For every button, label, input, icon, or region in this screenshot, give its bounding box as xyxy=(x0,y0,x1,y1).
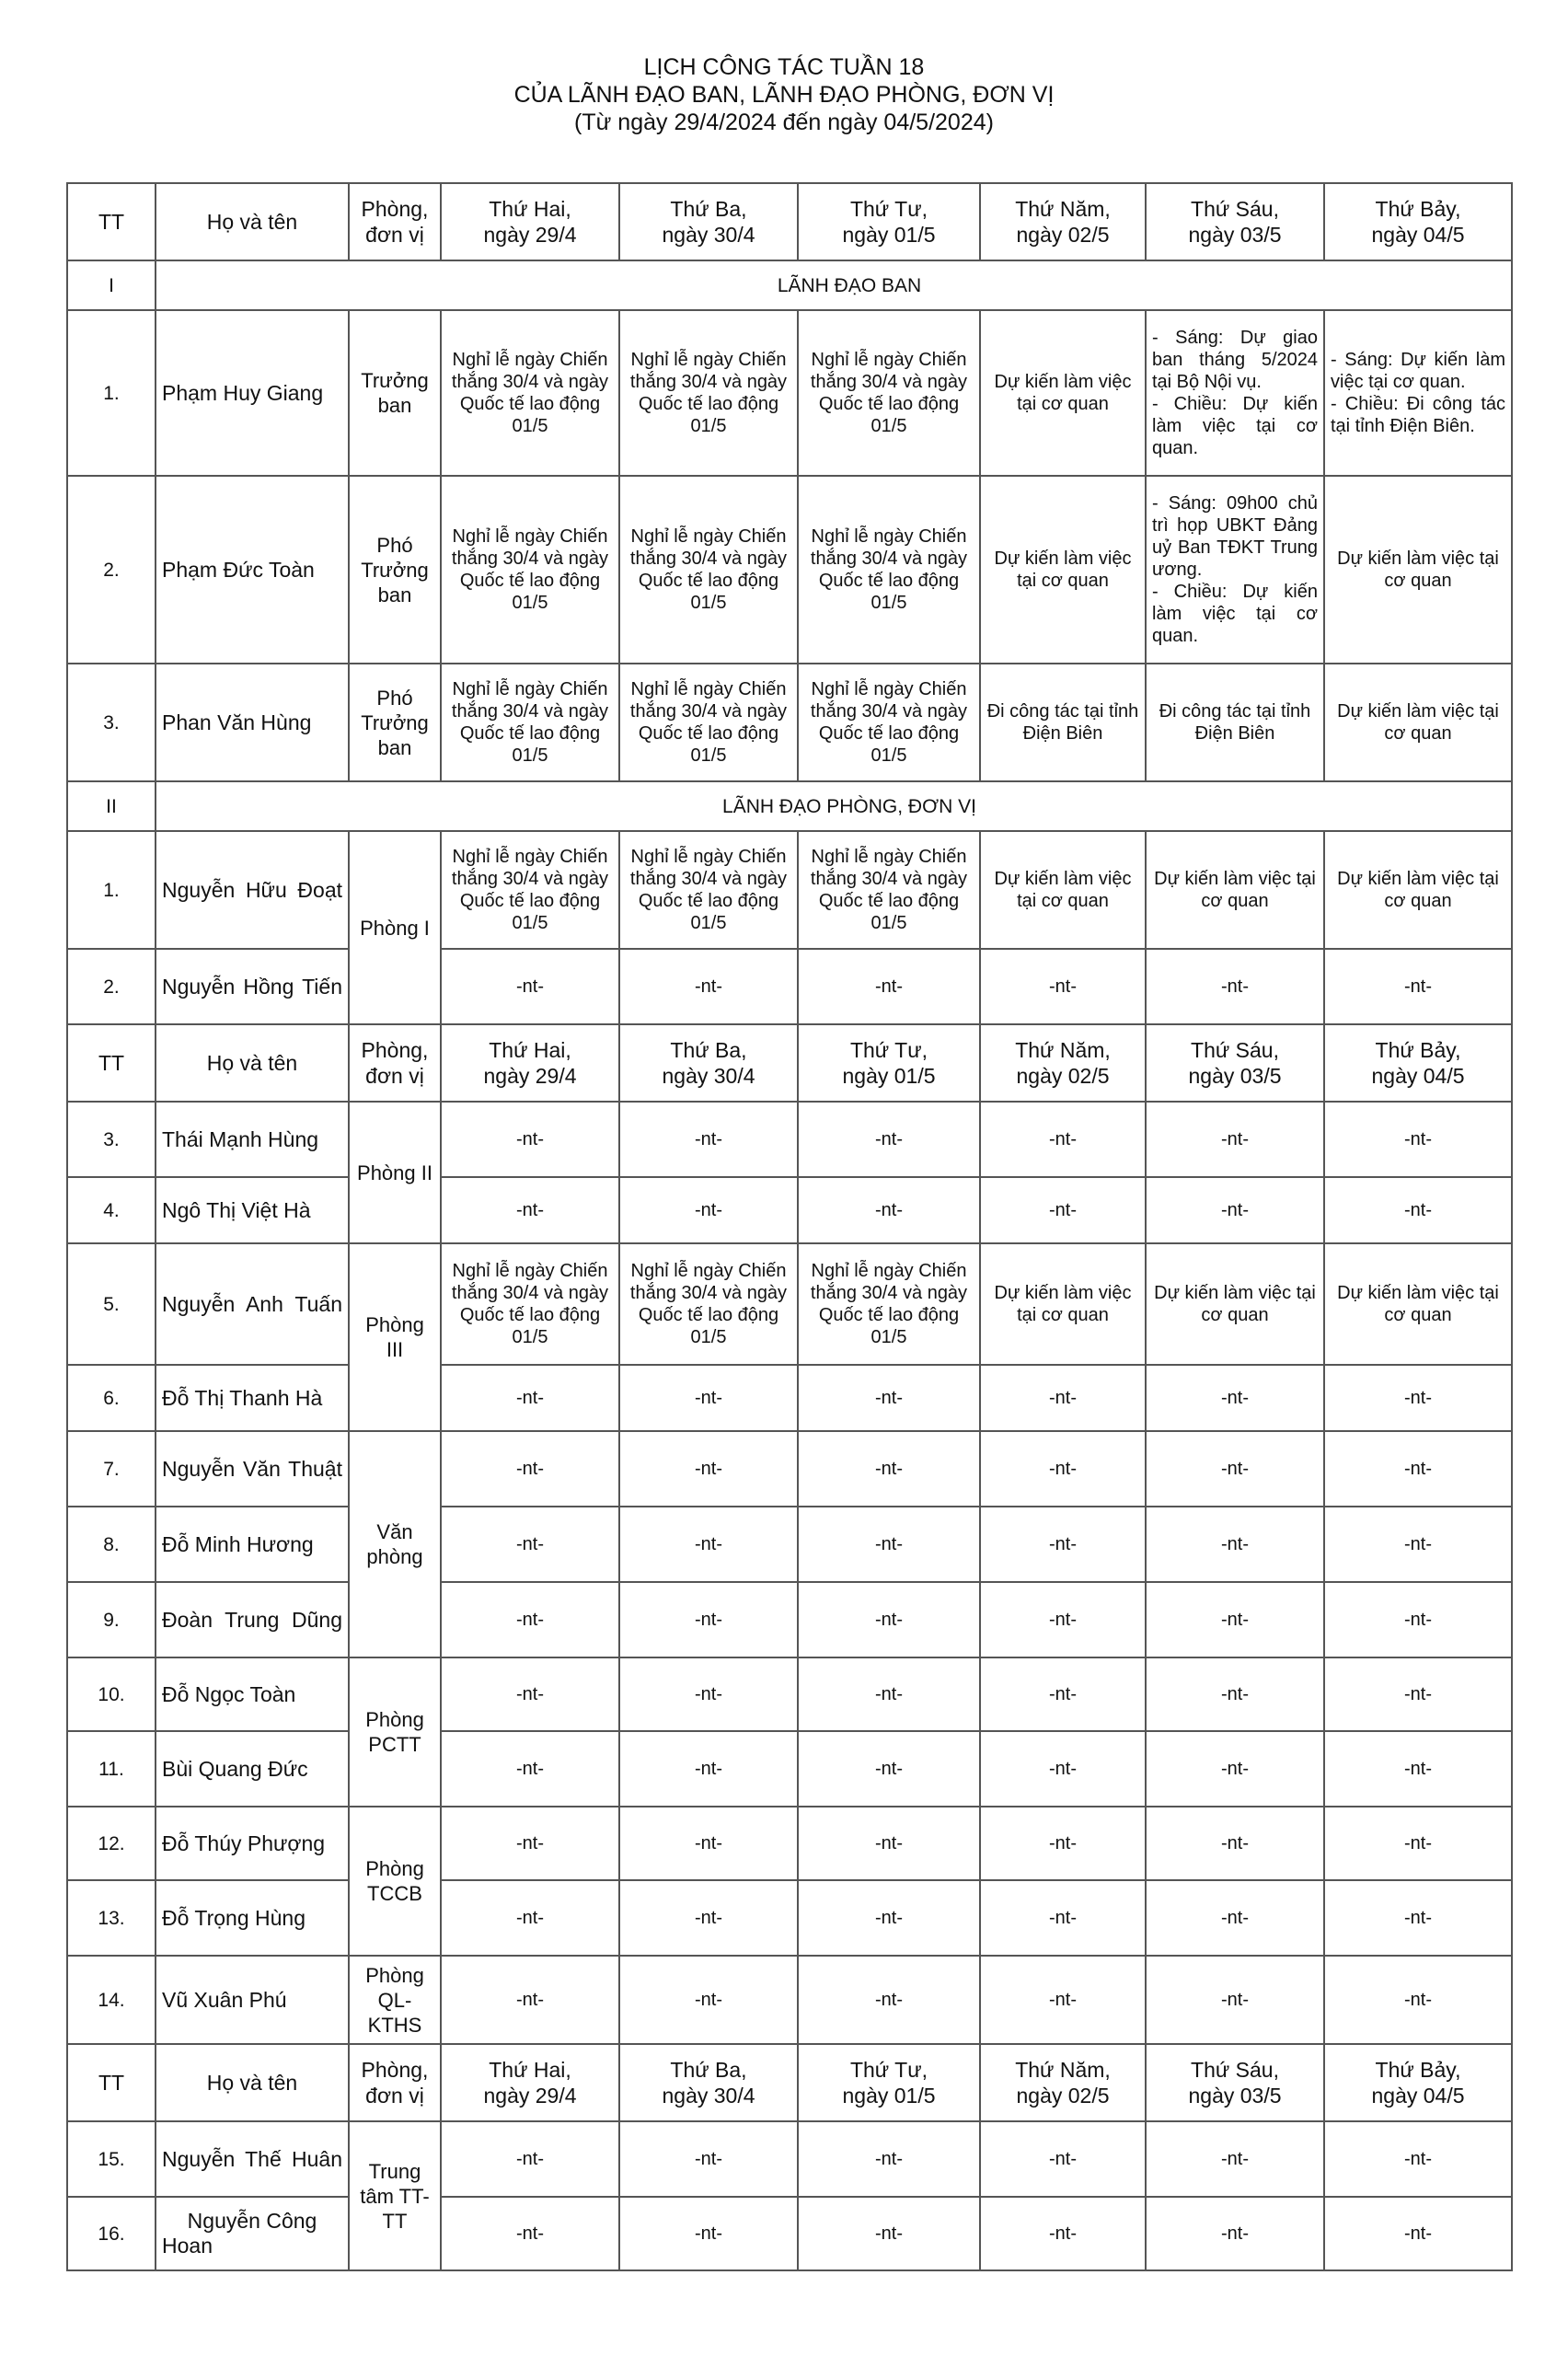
schedule-cell: - Sáng: 09h00 chủ trì họp UBKT Đảng uỷ Ban TĐKT Trung ương. - Chiều: Dự kiến làm việc tại cơ quan. xyxy=(1146,476,1324,664)
table-row xyxy=(67,1177,1512,1243)
header-day: Thứ Ba, ngày 30/4 xyxy=(619,2044,798,2121)
person-dept: Phó Trưởng ban xyxy=(349,476,441,664)
table-row xyxy=(67,476,1512,664)
header-dept: Phòng, đơn vị xyxy=(349,2044,441,2121)
schedule-cell: -nt- xyxy=(980,1177,1146,1243)
person-name: Đoàn Trung Dũng xyxy=(156,1582,349,1657)
row-number: 9. xyxy=(67,1582,156,1657)
table-row xyxy=(67,1657,1512,1731)
schedule-cell: -nt- xyxy=(1324,1431,1512,1507)
schedule-cell: -nt- xyxy=(1324,949,1512,1024)
schedule-cell: Nghỉ lễ ngày Chiến thắng 30/4 và ngày Quốc tế lao động 01/5 xyxy=(619,831,798,949)
title-line-3: (Từ ngày 29/4/2024 đến ngày 04/5/2024) xyxy=(574,110,994,135)
row-number: 1. xyxy=(67,310,156,476)
header-day: Thứ Hai, ngày 29/4 xyxy=(441,2044,619,2121)
schedule-cell: Nghỉ lễ ngày Chiến thắng 30/4 và ngày Quốc tế lao động 01/5 xyxy=(441,831,619,949)
row-number: 14. xyxy=(67,1956,156,2044)
row-number: 16. xyxy=(67,2197,156,2270)
table-row xyxy=(67,831,1512,949)
header-row xyxy=(67,2044,1512,2121)
header-day: Thứ Hai, ngày 29/4 xyxy=(441,183,619,260)
schedule-cell: -nt- xyxy=(1146,1507,1324,1582)
row-number: 1. xyxy=(67,831,156,949)
schedule-cell: Nghỉ lễ ngày Chiến thắng 30/4 và ngày Quốc tế lao động 01/5 xyxy=(798,831,980,949)
schedule-cell: -nt- xyxy=(1324,1507,1512,1582)
table-row xyxy=(67,2121,1512,2197)
schedule-cell: -nt- xyxy=(798,1807,980,1880)
table-row xyxy=(67,1102,1512,1177)
schedule-cell: -nt- xyxy=(1146,949,1324,1024)
schedule-cell: -nt- xyxy=(980,1431,1146,1507)
schedule-cell: -nt- xyxy=(980,2121,1146,2197)
header-dept: Phòng, đơn vị xyxy=(349,183,441,260)
table-row xyxy=(67,1880,1512,1956)
header-day: Thứ Sáu, ngày 03/5 xyxy=(1146,183,1324,260)
schedule-cell: -nt- xyxy=(798,1177,980,1243)
schedule-cell: -nt- xyxy=(1324,2197,1512,2270)
schedule-cell: -nt- xyxy=(1146,1431,1324,1507)
schedule-cell: -nt- xyxy=(441,1880,619,1956)
table-row xyxy=(67,1807,1512,1880)
header-name: Họ và tên xyxy=(156,2044,349,2121)
schedule-cell: -nt- xyxy=(1146,1880,1324,1956)
title-line-2: CỦA LÃNH ĐẠO BAN, LÃNH ĐẠO PHÒNG, ĐƠN VỊ xyxy=(513,82,1055,108)
schedule-cell: -nt- xyxy=(980,1956,1146,2044)
schedule-cell: -nt- xyxy=(798,1731,980,1807)
header-day: Thứ Năm, ngày 02/5 xyxy=(980,1024,1146,1102)
table-row xyxy=(67,310,1512,476)
section-label: LÃNH ĐẠO PHÒNG, ĐƠN VỊ xyxy=(156,781,1512,831)
section-number: II xyxy=(67,781,156,831)
schedule-cell: -nt- xyxy=(1146,2121,1324,2197)
schedule-cell: -nt- xyxy=(980,2197,1146,2270)
schedule-cell: -nt- xyxy=(1324,1880,1512,1956)
schedule-cell: -nt- xyxy=(1324,1657,1512,1731)
schedule-cell: -nt- xyxy=(1324,1731,1512,1807)
header-day: Thứ Ba, ngày 30/4 xyxy=(619,1024,798,1102)
schedule-cell: Nghỉ lễ ngày Chiến thắng 30/4 và ngày Quốc tế lao động 01/5 xyxy=(441,664,619,781)
person-name: Thái Mạnh Hùng xyxy=(156,1102,349,1177)
schedule-cell: -nt- xyxy=(1324,1365,1512,1431)
section-row xyxy=(67,781,1512,831)
schedule-cell: -nt- xyxy=(980,949,1146,1024)
section-number: I xyxy=(67,260,156,310)
schedule-cell: -nt- xyxy=(798,1880,980,1956)
person-dept: Phòng II xyxy=(349,1102,441,1243)
schedule-cell: -nt- xyxy=(441,1102,619,1177)
schedule-cell: Nghỉ lễ ngày Chiến thắng 30/4 và ngày Quốc tế lao động 01/5 xyxy=(798,310,980,476)
schedule-cell: -nt- xyxy=(619,1431,798,1507)
schedule-cell: Dự kiến làm việc tại cơ quan xyxy=(1324,476,1512,664)
schedule-cell: -nt- xyxy=(619,2197,798,2270)
person-name: Đỗ Thị Thanh Hà xyxy=(156,1365,349,1431)
schedule-cell: Dự kiến làm việc tại cơ quan xyxy=(980,831,1146,949)
schedule-cell: Nghỉ lễ ngày Chiến thắng 30/4 và ngày Quốc tế lao động 01/5 xyxy=(619,1243,798,1365)
row-number: 10. xyxy=(67,1657,156,1731)
person-name: Nguyễn Hồng Tiến xyxy=(156,949,349,1024)
row-number: 6. xyxy=(67,1365,156,1431)
schedule-cell: -nt- xyxy=(1324,1102,1512,1177)
schedule-cell: -nt- xyxy=(619,1731,798,1807)
schedule-cell: -nt- xyxy=(798,1582,980,1657)
row-number: 11. xyxy=(67,1731,156,1807)
schedule-cell: -nt- xyxy=(619,1365,798,1431)
schedule-cell: -nt- xyxy=(619,1102,798,1177)
table-row xyxy=(67,1365,1512,1431)
person-dept: Phòng III xyxy=(349,1243,441,1431)
schedule-cell: Dự kiến làm việc tại cơ quan xyxy=(980,476,1146,664)
schedule-cell: Nghỉ lễ ngày Chiến thắng 30/4 và ngày Quốc tế lao động 01/5 xyxy=(798,664,980,781)
header-day: Thứ Tư, ngày 01/5 xyxy=(798,1024,980,1102)
header-name: Họ và tên xyxy=(156,1024,349,1102)
schedule-cell: -nt- xyxy=(980,1102,1146,1177)
schedule-cell: -nt- xyxy=(441,1365,619,1431)
schedule-cell: -nt- xyxy=(1146,1102,1324,1177)
row-number: 3. xyxy=(67,1102,156,1177)
schedule-cell: -nt- xyxy=(441,1582,619,1657)
person-name: Ngô Thị Việt Hà xyxy=(156,1177,349,1243)
table-row xyxy=(67,1507,1512,1582)
schedule-cell: -nt- xyxy=(1146,1582,1324,1657)
schedule-cell: -nt- xyxy=(980,1731,1146,1807)
schedule-cell: -nt- xyxy=(441,1177,619,1243)
schedule-cell: -nt- xyxy=(1146,1731,1324,1807)
row-number: 15. xyxy=(67,2121,156,2197)
schedule-cell: -nt- xyxy=(441,1807,619,1880)
schedule-cell: Dự kiến làm việc tại cơ quan xyxy=(1146,1243,1324,1365)
schedule-cell: -nt- xyxy=(980,1807,1146,1880)
table-row xyxy=(67,1731,1512,1807)
table-row xyxy=(67,2197,1512,2270)
person-name: Đỗ Ngọc Toàn xyxy=(156,1657,349,1731)
header-day: Thứ Hai, ngày 29/4 xyxy=(441,1024,619,1102)
schedule-cell: Đi công tác tại tỉnh Điện Biên xyxy=(980,664,1146,781)
schedule-cell: -nt- xyxy=(441,2197,619,2270)
header-row xyxy=(67,183,1512,260)
schedule-cell: -nt- xyxy=(1146,1657,1324,1731)
person-name: Đỗ Thúy Phượng xyxy=(156,1807,349,1880)
row-number: 7. xyxy=(67,1431,156,1507)
schedule-cell: -nt- xyxy=(798,2121,980,2197)
schedule-cell: Nghỉ lễ ngày Chiến thắng 30/4 và ngày Quốc tế lao động 01/5 xyxy=(798,476,980,664)
title-line-1: LỊCH CÔNG TÁC TUẦN 18 xyxy=(643,54,925,80)
person-dept: Phó Trưởng ban xyxy=(349,664,441,781)
person-dept: Trưởng ban xyxy=(349,310,441,476)
header-day: Thứ Bảy, ngày 04/5 xyxy=(1324,183,1512,260)
schedule-cell: -nt- xyxy=(1146,1807,1324,1880)
person-name: Nguyễn Anh Tuấn xyxy=(156,1243,349,1365)
person-name: Phạm Đức Toàn xyxy=(156,476,349,664)
schedule-cell: -nt- xyxy=(441,1956,619,2044)
schedule-cell: -nt- xyxy=(619,1807,798,1880)
schedule-cell: -nt- xyxy=(798,2197,980,2270)
table-row xyxy=(67,1956,1512,2044)
schedule-cell: -nt- xyxy=(619,2121,798,2197)
document-title xyxy=(0,53,1568,136)
schedule-cell: -nt- xyxy=(980,1582,1146,1657)
row-number: 5. xyxy=(67,1243,156,1365)
schedule-cell: Nghỉ lễ ngày Chiến thắng 30/4 và ngày Quốc tế lao động 01/5 xyxy=(441,476,619,664)
person-name: Vũ Xuân Phú xyxy=(156,1956,349,2044)
person-dept: Phòng PCTT xyxy=(349,1657,441,1807)
header-day: Thứ Tư, ngày 01/5 xyxy=(798,183,980,260)
schedule-cell: -nt- xyxy=(619,1507,798,1582)
schedule-cell: Dự kiến làm việc tại cơ quan xyxy=(1324,664,1512,781)
row-number: 4. xyxy=(67,1177,156,1243)
schedule-cell: -nt- xyxy=(441,2121,619,2197)
person-name: Nguyễn Văn Thuật xyxy=(156,1431,349,1507)
section-row xyxy=(67,260,1512,310)
schedule-cell: - Sáng: Dự giao ban tháng 5/2024 tại Bộ Nội vụ. - Chiều: Dự kiến làm việc tại cơ quan. xyxy=(1146,310,1324,476)
schedule-cell: -nt- xyxy=(441,949,619,1024)
header-day: Thứ Sáu, ngày 03/5 xyxy=(1146,1024,1324,1102)
schedule-cell: Nghỉ lễ ngày Chiến thắng 30/4 và ngày Quốc tế lao động 01/5 xyxy=(441,310,619,476)
schedule-cell: -nt- xyxy=(798,1431,980,1507)
schedule-cell: Dự kiến làm việc tại cơ quan xyxy=(1324,1243,1512,1365)
person-name: Đỗ Minh Hương xyxy=(156,1507,349,1582)
row-number: 13. xyxy=(67,1880,156,1956)
person-name: Nguyễn Công Hoan xyxy=(156,2197,349,2270)
row-number: 12. xyxy=(67,1807,156,1880)
header-row xyxy=(67,1024,1512,1102)
schedule-cell: Nghỉ lễ ngày Chiến thắng 30/4 và ngày Quốc tế lao động 01/5 xyxy=(619,664,798,781)
schedule-cell: -nt- xyxy=(798,1657,980,1731)
header-day: Thứ Bảy, ngày 04/5 xyxy=(1324,2044,1512,2121)
schedule-cell: -nt- xyxy=(1324,2121,1512,2197)
schedule-cell: Nghỉ lễ ngày Chiến thắng 30/4 và ngày Quốc tế lao động 01/5 xyxy=(441,1243,619,1365)
person-name: Phạm Huy Giang xyxy=(156,310,349,476)
table-row xyxy=(67,1582,1512,1657)
row-number: 3. xyxy=(67,664,156,781)
schedule-cell: Nghỉ lễ ngày Chiến thắng 30/4 và ngày Quốc tế lao động 01/5 xyxy=(619,310,798,476)
schedule-cell: -nt- xyxy=(441,1657,619,1731)
schedule-cell: Dự kiến làm việc tại cơ quan xyxy=(980,310,1146,476)
header-tt: TT xyxy=(67,1024,156,1102)
schedule-cell: -nt- xyxy=(798,1102,980,1177)
table-row xyxy=(67,1431,1512,1507)
person-name: Đỗ Trọng Hùng xyxy=(156,1880,349,1956)
header-day: Thứ Ba, ngày 30/4 xyxy=(619,183,798,260)
person-dept: Văn phòng xyxy=(349,1431,441,1657)
schedule-cell: -nt- xyxy=(980,1880,1146,1956)
person-name: Phan Văn Hùng xyxy=(156,664,349,781)
person-name: Nguyễn Thế Huân xyxy=(156,2121,349,2197)
header-day: Thứ Tư, ngày 01/5 xyxy=(798,2044,980,2121)
schedule-cell: Dự kiến làm việc tại cơ quan xyxy=(1324,831,1512,949)
table-row xyxy=(67,949,1512,1024)
schedule-cell: -nt- xyxy=(441,1507,619,1582)
schedule-cell: -nt- xyxy=(619,949,798,1024)
schedule-cell: -nt- xyxy=(619,1657,798,1731)
schedule-cell: -nt- xyxy=(1146,1365,1324,1431)
schedule-cell: -nt- xyxy=(1324,1807,1512,1880)
schedule-cell: -nt- xyxy=(1324,1582,1512,1657)
schedule-cell: Dự kiến làm việc tại cơ quan xyxy=(1146,831,1324,949)
header-day: Thứ Sáu, ngày 03/5 xyxy=(1146,2044,1324,2121)
row-number: 2. xyxy=(67,476,156,664)
schedule-cell: -nt- xyxy=(441,1731,619,1807)
row-number: 2. xyxy=(67,949,156,1024)
schedule-cell: Đi công tác tại tỉnh Điện Biên xyxy=(1146,664,1324,781)
schedule-cell: -nt- xyxy=(798,949,980,1024)
table-row xyxy=(67,664,1512,781)
schedule-table xyxy=(66,182,1513,2271)
schedule-cell: -nt- xyxy=(980,1365,1146,1431)
header-tt: TT xyxy=(67,183,156,260)
schedule-cell: -nt- xyxy=(619,1177,798,1243)
section-label: LÃNH ĐẠO BAN xyxy=(156,260,1512,310)
table-row xyxy=(67,1243,1512,1365)
header-day: Thứ Năm, ngày 02/5 xyxy=(980,183,1146,260)
schedule-cell: Nghỉ lễ ngày Chiến thắng 30/4 và ngày Quốc tế lao động 01/5 xyxy=(619,476,798,664)
schedule-cell: -nt- xyxy=(1324,1956,1512,2044)
schedule-cell: -nt- xyxy=(441,1431,619,1507)
schedule-cell: -nt- xyxy=(619,1880,798,1956)
schedule-cell: -nt- xyxy=(1146,2197,1324,2270)
person-name: Nguyễn Hữu Đoạt xyxy=(156,831,349,949)
header-name: Họ và tên xyxy=(156,183,349,260)
person-dept: Phòng TCCB xyxy=(349,1807,441,1956)
row-number: 8. xyxy=(67,1507,156,1582)
schedule-cell: -nt- xyxy=(798,1507,980,1582)
schedule-cell: -nt- xyxy=(1324,1177,1512,1243)
header-dept: Phòng, đơn vị xyxy=(349,1024,441,1102)
person-dept: Phòng QL-KTHS xyxy=(349,1956,441,2044)
header-day: Thứ Năm, ngày 02/5 xyxy=(980,2044,1146,2121)
schedule-cell: -nt- xyxy=(980,1657,1146,1731)
header-tt: TT xyxy=(67,2044,156,2121)
schedule-cell: -nt- xyxy=(1146,1956,1324,2044)
schedule-cell: -nt- xyxy=(798,1365,980,1431)
schedule-cell: -nt- xyxy=(1146,1177,1324,1243)
schedule-cell: -nt- xyxy=(619,1582,798,1657)
schedule-cell: -nt- xyxy=(980,1507,1146,1582)
schedule-cell: Dự kiến làm việc tại cơ quan xyxy=(980,1243,1146,1365)
schedule-cell: - Sáng: Dự kiến làm việc tại cơ quan. - Chiều: Đi công tác tại tỉnh Điện Biên. xyxy=(1324,310,1512,476)
header-day: Thứ Bảy, ngày 04/5 xyxy=(1324,1024,1512,1102)
person-dept: Trung tâm TT-TT xyxy=(349,2121,441,2270)
person-dept: Phòng I xyxy=(349,831,441,1024)
schedule-cell: Nghỉ lễ ngày Chiến thắng 30/4 và ngày Quốc tế lao động 01/5 xyxy=(798,1243,980,1365)
schedule-cell: -nt- xyxy=(798,1956,980,2044)
schedule-cell: -nt- xyxy=(619,1956,798,2044)
person-name: Bùi Quang Đức xyxy=(156,1731,349,1807)
